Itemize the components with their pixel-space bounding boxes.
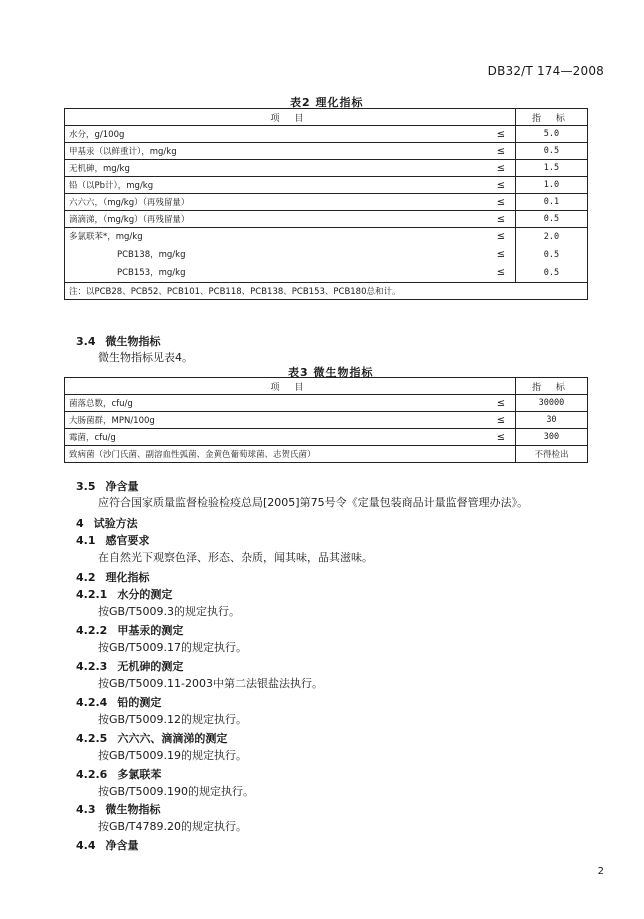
section-4-heading [76,515,138,531]
table2-physicochemical [64,108,588,300]
table-row [65,126,588,143]
table-row [65,211,588,228]
section-4-2-1-heading [76,586,172,602]
section-number: 4.2 [76,571,96,584]
table-row [65,177,588,194]
section-4-3-heading [76,801,161,817]
table-row [65,160,588,177]
section-4-2-1-text: 按GB/T5009.3的规定执行。 [98,605,240,618]
table-row [65,143,588,160]
section-number: 3.4 [76,335,96,348]
table-row [65,446,588,463]
section-number: 4.2.1 [76,588,108,601]
section-title: 铅的测定 [117,696,162,709]
document-code: DB32/T 174—2008 [487,64,604,78]
row-operator: ≤ [487,194,516,211]
row-item-group [65,228,487,283]
pcb153-value: 0.5 [543,268,560,278]
section-number: 4 [76,517,84,530]
section-4-2-3-heading [76,658,183,674]
section-4-3-text: 按GB/T4789.20的规定执行。 [98,820,247,833]
row-item: 铅（以Pb计），mg/kg [65,177,487,194]
row-value: 300 [515,429,587,446]
row-item: 六六六，（mg/kg）（再残留量） [65,194,487,211]
section-title: 微生物指标 [105,803,161,816]
table-note-row [65,283,588,300]
row-operator: ≤ [487,177,516,194]
row-value: 0.1 [515,194,587,211]
pcb153-operator: ≤ [496,267,506,278]
section-4-4-heading [76,837,139,853]
section-number: 4.2.5 [76,732,108,745]
section-4-2-5-text: 按GB/T5009.19的规定执行。 [98,749,247,762]
row-operator-group [487,228,516,283]
section-title: 净含量 [105,839,139,852]
section-3-5-text: 应符合国家质量监督检验检疫总局[2005]第75号令《定量包装商品计量监督管理办法》。 [98,496,529,509]
row-operator: ≤ [487,126,516,143]
row-operator: ≤ [487,160,516,177]
row-value: 不得检出 [515,446,587,463]
page-number: 2 [597,866,604,877]
section-4-1-heading [76,532,150,548]
section-title: 试验方法 [93,517,138,530]
row-item: 菌落总数，cfu/g [65,395,487,412]
table-header-row [65,378,588,395]
pcb-total-operator: ≤ [496,231,506,242]
table2-title: 表2 理化指标 [290,96,364,109]
section-number: 4.2.6 [76,768,108,781]
section-4-2-4-text: 按GB/T5009.12的规定执行。 [98,713,247,726]
row-item: 大肠菌群，MPN/100g [65,412,487,429]
table-row [65,194,588,211]
row-operator: ≤ [487,211,516,228]
section-title: 理化指标 [105,571,150,584]
pcb138-label: PCB138，mg/kg [117,250,186,260]
pcb138-value: 0.5 [543,250,560,260]
row-value: 1.5 [515,160,587,177]
pcb153-label: PCB153，mg/kg [117,268,186,278]
section-number: 3.5 [76,480,96,493]
header-item: 项 目 [65,109,516,126]
section-3-4-heading [76,333,161,349]
section-number: 4.2.3 [76,660,108,673]
row-item: 水分，g/100g [65,126,487,143]
row-item: 甲基汞（以鲜重计），mg/kg [65,143,487,160]
row-item: 滴滴涕，（mg/kg）（再残留量） [65,211,487,228]
section-number: 4.2.4 [76,696,108,709]
table-row [65,395,588,412]
section-4-2-6-text: 按GB/T5009.190的规定执行。 [98,785,254,798]
table-header-row [65,109,588,126]
section-4-1-text: 在自然光下观察色泽、形态、杂质，闻其味，品其滋味。 [98,551,373,564]
section-3-4-text: 微生物指标见表4。 [98,351,193,364]
table3-microbiological [64,377,588,463]
row-value: 5.0 [515,126,587,143]
section-title: 感官要求 [105,534,150,547]
pcb-total-value: 2.0 [543,232,560,242]
section-number: 4.4 [76,839,96,852]
header-item: 项 目 [65,378,516,395]
row-value: 30000 [515,395,587,412]
table-row-pcb [65,228,588,283]
section-4-2-2-text: 按GB/T5009.17的规定执行。 [98,641,247,654]
row-value: 1.0 [515,177,587,194]
row-operator: ≤ [487,395,516,412]
section-title: 净含量 [105,480,139,493]
pcb138-operator: ≤ [496,249,506,260]
table3-title: 表3 微生物指标 [288,366,374,379]
section-title: 无机砷的测定 [117,660,184,673]
table-note: 注：以PCB28、PCB52、PCB101、PCB118、PCB138、PCB153、PCB180总和计。 [65,283,588,300]
row-operator: ≤ [487,429,516,446]
section-title: 水分的测定 [117,588,173,601]
section-4-2-4-heading [76,694,161,710]
row-item: 无机砷，mg/kg [65,160,487,177]
section-4-2-2-heading [76,622,183,638]
row-value: 0.5 [515,211,587,228]
section-4-2-6-heading [76,766,161,782]
row-operator: ≤ [487,412,516,429]
row-item: 霉菌，cfu/g [65,429,487,446]
section-title: 六六六、滴滴涕的测定 [117,732,228,745]
section-3-5-heading [76,478,139,494]
section-title: 微生物指标 [105,335,161,348]
pcb-total-label: 多氯联苯*，mg/kg [69,232,143,242]
header-value: 指 标 [515,109,587,126]
section-4-2-heading [76,569,150,585]
section-4-2-5-heading [76,730,227,746]
row-item: 致病菌（沙门氏菌、副溶血性弧菌、金黄色葡萄球菌、志贺氏菌） [65,446,516,463]
table-row [65,412,588,429]
section-number: 4.3 [76,803,96,816]
section-number: 4.2.2 [76,624,108,637]
section-4-2-3-text: 按GB/T5009.11-2003中第二法银盐法执行。 [98,677,323,690]
row-value: 30 [515,412,587,429]
section-title: 多氯联苯 [117,768,162,781]
header-value: 指 标 [515,378,587,395]
row-value-group [515,228,587,283]
section-title: 甲基汞的测定 [117,624,184,637]
row-operator: ≤ [487,143,516,160]
table-row [65,429,588,446]
row-value: 0.5 [515,143,587,160]
section-number: 4.1 [76,534,96,547]
